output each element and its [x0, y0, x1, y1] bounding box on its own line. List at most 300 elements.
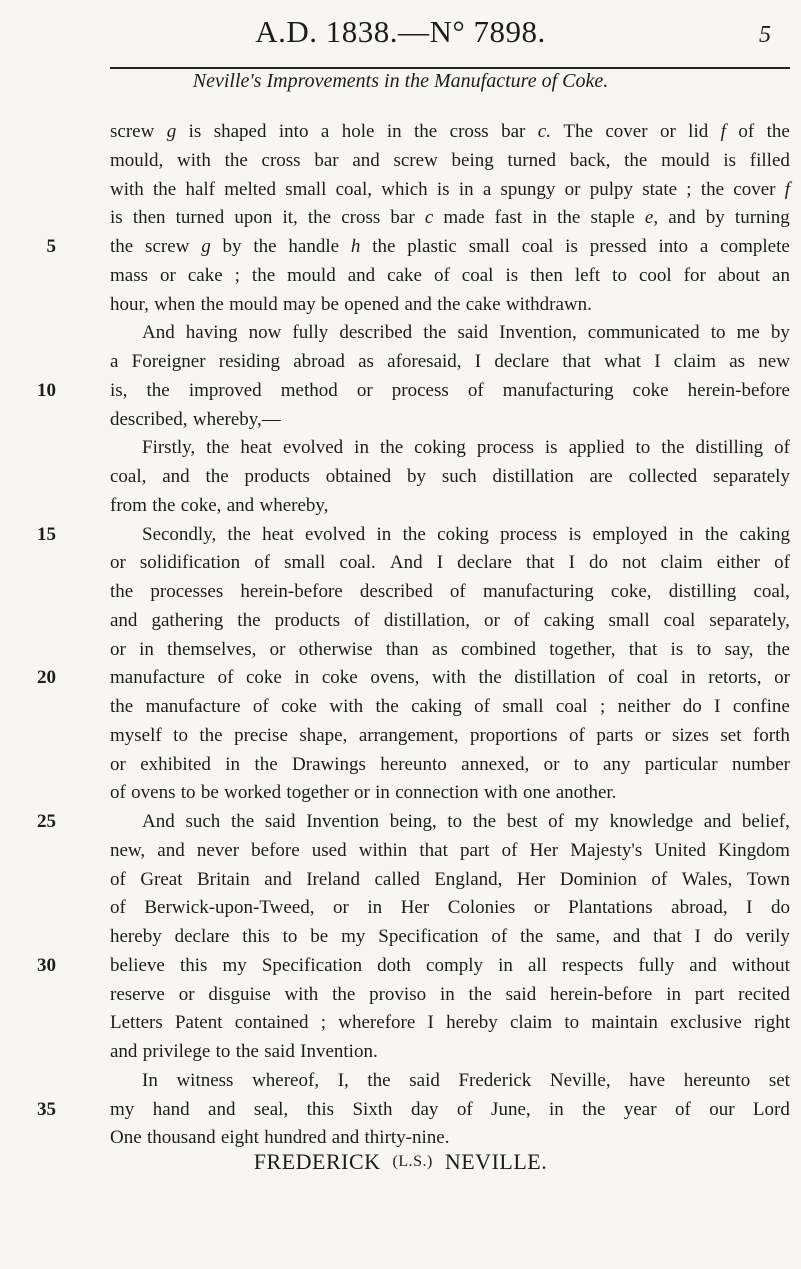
- word: is: [505, 264, 519, 286]
- word: Dominion: [559, 868, 637, 890]
- word: withdrawn.: [505, 293, 592, 315]
- word: Invention.: [300, 1041, 378, 1062]
- word: with: [432, 667, 466, 689]
- word: upon: [234, 207, 273, 229]
- word: that: [526, 552, 555, 574]
- word: are: [589, 466, 613, 487]
- word: I: [714, 696, 721, 717]
- word: coke: [632, 379, 669, 401]
- word: Frederick: [458, 1069, 532, 1091]
- word: or: [543, 753, 560, 775]
- word: or: [533, 897, 550, 919]
- word: the: [367, 1069, 391, 1091]
- word: that: [628, 638, 658, 660]
- word: of: [674, 1098, 691, 1120]
- running-title: Neville's Improvements in the Manufacture of Coke.: [192, 70, 609, 92]
- word: verily: [745, 926, 790, 947]
- word: of: [738, 121, 755, 142]
- word: called: [374, 868, 420, 890]
- text-line: [37, 521, 790, 550]
- word: claim: [660, 552, 703, 574]
- word: the: [200, 293, 224, 315]
- word: arrangement,: [358, 724, 459, 746]
- word: coal: [521, 236, 554, 257]
- word: is: [110, 207, 123, 229]
- word: The: [563, 121, 593, 142]
- word: bar: [501, 121, 526, 142]
- word: in: [680, 667, 696, 689]
- word: the: [372, 236, 396, 257]
- word: Great: [140, 868, 183, 890]
- word: complete: [720, 236, 790, 257]
- word: Her: [400, 897, 430, 919]
- word: of: [467, 379, 484, 401]
- word: Specification: [261, 954, 363, 976]
- word: the: [253, 236, 277, 257]
- word: the: [146, 379, 170, 401]
- word: One: [110, 1127, 142, 1149]
- word: with: [110, 178, 144, 200]
- word: is: [544, 437, 558, 459]
- word: said: [264, 811, 296, 832]
- word: not: [622, 552, 647, 574]
- word: thirty-nine.: [364, 1127, 450, 1149]
- word: turned: [507, 149, 557, 171]
- word: Letters: [110, 1012, 163, 1034]
- text-line: [110, 894, 790, 923]
- word: ovens,: [370, 667, 420, 689]
- word: eight: [220, 1127, 259, 1149]
- word: or: [356, 379, 373, 401]
- word: reserve: [110, 983, 165, 1005]
- word: coal,: [753, 581, 790, 602]
- word: day: [410, 1098, 439, 1120]
- text-line: [110, 348, 790, 377]
- word: products: [244, 466, 310, 487]
- word: coal,: [335, 178, 372, 200]
- word: herein-before: [550, 983, 653, 1005]
- word: hereunto: [380, 753, 447, 775]
- word: coke: [246, 667, 282, 689]
- word: such: [185, 811, 221, 832]
- word: in: [498, 954, 513, 976]
- word: residing: [218, 351, 280, 372]
- word: h: [350, 236, 361, 257]
- word: forth: [752, 724, 790, 746]
- word: Invention,: [499, 322, 577, 344]
- word: by: [222, 236, 242, 257]
- word: described: [339, 322, 413, 344]
- word: the: [206, 437, 230, 459]
- word: mould: [287, 264, 336, 286]
- word: of: [774, 552, 790, 574]
- word: or: [110, 552, 126, 574]
- word: caking: [543, 609, 595, 631]
- word: me: [736, 322, 760, 344]
- word: herein-before: [240, 581, 343, 602]
- word: together: [286, 782, 349, 804]
- word: together,: [549, 638, 616, 660]
- word: being: [451, 149, 494, 171]
- word: and: [226, 494, 255, 516]
- word: made: [443, 207, 485, 229]
- word: herein-before: [687, 379, 790, 401]
- word: or: [160, 264, 176, 286]
- word: set: [768, 1069, 790, 1091]
- word: wherefore: [338, 1012, 416, 1034]
- word: and: [689, 954, 717, 976]
- word: in: [666, 983, 681, 1005]
- word: the: [110, 696, 134, 717]
- word: claim: [673, 351, 716, 372]
- word: I: [654, 351, 661, 372]
- word: of: [110, 897, 126, 919]
- word: the: [375, 696, 399, 717]
- word: cake: [465, 293, 501, 315]
- word: Patent: [174, 1012, 223, 1034]
- word: I: [427, 1012, 434, 1034]
- word: is,: [110, 379, 128, 401]
- word: and: [110, 1041, 138, 1062]
- word: hereby: [446, 1012, 498, 1034]
- word: in: [549, 1098, 564, 1120]
- word: my: [110, 1098, 135, 1120]
- word: Secondly,: [142, 523, 217, 545]
- word: bar: [314, 149, 339, 171]
- word: to: [282, 926, 298, 947]
- word: and: [331, 1127, 360, 1149]
- text-line: [110, 837, 790, 866]
- word: this: [306, 1098, 335, 1120]
- word: cross: [341, 207, 381, 229]
- text-line: [110, 549, 790, 578]
- word: declare: [457, 552, 512, 574]
- word: ;: [686, 178, 692, 200]
- text-line: [110, 923, 790, 952]
- word: combined: [461, 638, 536, 660]
- text-line: [110, 722, 790, 751]
- word: the: [423, 322, 447, 344]
- word: new: [758, 351, 790, 372]
- word: in: [439, 983, 455, 1005]
- word: in: [375, 782, 390, 804]
- word: coking: [437, 523, 489, 545]
- word: collected: [628, 466, 698, 487]
- line-number: 5: [46, 236, 56, 257]
- word: by: [770, 322, 790, 344]
- word: my: [222, 954, 247, 976]
- word: a: [482, 178, 492, 200]
- word: the: [227, 523, 251, 545]
- word: of: [474, 696, 490, 717]
- word: plastic: [407, 236, 457, 257]
- word: and: [404, 293, 432, 315]
- word: I: [746, 897, 753, 919]
- word: any: [602, 753, 631, 775]
- word: with: [329, 696, 364, 717]
- word: of: [217, 667, 234, 689]
- specification-text: [37, 118, 790, 1153]
- word: coke,: [610, 581, 652, 602]
- word: Invention: [306, 811, 380, 832]
- word: Drawings: [292, 753, 366, 775]
- word: to: [573, 753, 589, 775]
- word: of: [608, 667, 624, 689]
- word: in: [139, 638, 154, 660]
- word: pulpy: [589, 178, 633, 200]
- word: then: [132, 207, 166, 229]
- word: is: [436, 178, 450, 200]
- seal-mark: (L.S.): [392, 1153, 433, 1170]
- word: of: [491, 926, 508, 947]
- word: is: [568, 523, 582, 545]
- word: aforesaid,: [387, 351, 462, 372]
- word: one: [523, 782, 551, 804]
- word: the: [224, 149, 248, 171]
- word: the: [700, 178, 725, 200]
- word: I: [568, 552, 575, 574]
- word: melted: [224, 178, 276, 200]
- word: of: [774, 437, 790, 459]
- word: is: [723, 149, 737, 171]
- word: that: [562, 351, 591, 372]
- word: ;: [599, 696, 606, 717]
- word: separately,: [709, 609, 790, 631]
- word: described,: [110, 408, 188, 430]
- word: in: [225, 753, 241, 775]
- word: hand: [152, 1098, 190, 1120]
- word: this: [242, 926, 270, 947]
- word: respects: [562, 954, 624, 976]
- word: and: [352, 149, 380, 171]
- word: the: [379, 437, 404, 459]
- word: small: [608, 609, 650, 631]
- word: by: [705, 207, 725, 229]
- word: hole: [341, 121, 375, 142]
- word: Lord: [752, 1098, 790, 1120]
- word: claim: [509, 1012, 553, 1034]
- word: disguise: [208, 983, 271, 1005]
- word: hereby: [110, 926, 162, 947]
- word: by: [407, 466, 426, 487]
- word: or: [333, 897, 349, 919]
- word: to: [635, 437, 651, 459]
- word: such: [441, 466, 477, 487]
- word: screw: [145, 236, 190, 257]
- word: and: [110, 609, 138, 631]
- word: caking: [411, 696, 462, 717]
- word: when: [154, 293, 196, 315]
- word: the: [414, 121, 438, 142]
- word: of: [548, 811, 564, 832]
- word: coke,: [180, 494, 222, 516]
- word: improved: [188, 379, 262, 401]
- word: coke: [281, 696, 317, 717]
- word: knowledge: [609, 811, 694, 832]
- word: the: [766, 638, 790, 660]
- word: in: [367, 897, 383, 919]
- word: coal.: [339, 552, 376, 574]
- word: heat: [262, 523, 294, 545]
- word: Her: [516, 868, 546, 890]
- word: confine: [732, 696, 790, 717]
- word: to: [215, 1041, 231, 1062]
- word: cross: [449, 121, 489, 142]
- text-line: [37, 664, 790, 693]
- word: or: [110, 753, 126, 775]
- word: of: [651, 868, 668, 890]
- word: the: [110, 236, 134, 257]
- word: shaped: [213, 121, 267, 142]
- word: privilege: [142, 1041, 211, 1062]
- word: gathering: [151, 609, 224, 631]
- word: before: [251, 839, 300, 861]
- word: of: [569, 724, 585, 746]
- word: parts: [596, 724, 634, 746]
- word: to: [710, 322, 726, 344]
- text-line: [110, 866, 790, 895]
- word: do: [589, 552, 609, 574]
- word: the: [230, 811, 255, 832]
- word: of: [456, 1098, 473, 1120]
- word: the: [153, 178, 177, 200]
- word: and: [162, 466, 190, 487]
- word: used: [311, 839, 347, 861]
- word: in: [458, 178, 474, 200]
- word: part: [694, 983, 725, 1005]
- word: ;: [234, 264, 240, 286]
- word: coal: [636, 667, 669, 689]
- word: with: [284, 983, 319, 1005]
- word: products: [274, 609, 340, 631]
- word: filled: [749, 149, 790, 171]
- word: a: [699, 236, 709, 257]
- word: hundred: [264, 1127, 327, 1149]
- word: mass: [110, 264, 148, 286]
- word: to: [696, 638, 712, 660]
- word: recited: [738, 983, 790, 1005]
- word: Town: [746, 868, 790, 890]
- word: mould: [229, 293, 278, 315]
- signature-last-name: NEVILLE.: [444, 1149, 548, 1174]
- word: fast: [494, 207, 523, 229]
- word: and: [264, 868, 292, 890]
- word: I: [436, 552, 444, 574]
- word: caking: [739, 523, 790, 545]
- text-line: [37, 1096, 790, 1125]
- word: being,: [389, 811, 437, 832]
- word: themselves,: [167, 638, 257, 660]
- word: belief,: [741, 811, 790, 832]
- word: pressed: [589, 236, 647, 257]
- word: the: [704, 523, 729, 545]
- word: to: [564, 1012, 580, 1034]
- word: screw: [110, 121, 155, 142]
- word: coal: [461, 264, 494, 286]
- word: our: [709, 1098, 735, 1120]
- word: with: [483, 782, 518, 804]
- word: year: [623, 1098, 657, 1120]
- word: Britain: [197, 868, 250, 890]
- line-number: 35: [37, 1098, 56, 1120]
- word: proportions: [469, 724, 558, 746]
- word: and: [668, 207, 696, 229]
- text-line: [110, 1038, 790, 1067]
- word: small: [284, 552, 326, 574]
- line-number: 20: [37, 667, 56, 689]
- word: in: [294, 667, 310, 689]
- word: coal: [555, 696, 588, 717]
- word: cake: [187, 264, 223, 286]
- word: part: [460, 839, 490, 861]
- word: hour,: [110, 293, 149, 315]
- word: e,: [644, 207, 659, 229]
- word: or: [178, 983, 195, 1005]
- word: neither: [617, 696, 671, 717]
- word: the: [468, 983, 492, 1005]
- word: in: [386, 121, 402, 142]
- word: coal,: [110, 466, 147, 487]
- word: distilling: [695, 437, 764, 459]
- word: hereunto: [683, 1069, 751, 1091]
- word: of: [354, 609, 370, 631]
- word: never: [196, 839, 240, 861]
- word: set: [720, 724, 742, 746]
- word: doth: [377, 954, 411, 976]
- word: as: [729, 351, 746, 372]
- word: Sixth: [352, 1098, 393, 1120]
- word: evolved: [305, 523, 366, 545]
- text-line: [110, 636, 790, 665]
- word: worked: [224, 782, 282, 804]
- text-line: [110, 492, 790, 521]
- word: evolved: [283, 437, 344, 459]
- word: or: [484, 609, 500, 631]
- word: of: [501, 839, 518, 861]
- word: whereof,: [252, 1069, 320, 1091]
- header-rule: [110, 67, 790, 69]
- word: Majesty's: [570, 839, 643, 861]
- word: in: [354, 437, 369, 459]
- word: manufacturing: [502, 379, 614, 401]
- word: do: [713, 926, 733, 947]
- word: Her: [529, 839, 559, 861]
- word: it,: [282, 207, 298, 229]
- word: distillation: [492, 466, 574, 487]
- word: process: [476, 437, 534, 459]
- word: Ireland: [306, 868, 360, 890]
- word: the: [199, 724, 223, 746]
- text-line: [110, 176, 790, 205]
- word: a: [320, 121, 330, 142]
- word: said: [457, 322, 489, 344]
- word: c.: [537, 121, 551, 142]
- word: of: [110, 782, 126, 804]
- text-line: [46, 233, 790, 262]
- text-line: [110, 319, 790, 348]
- word: Colonies: [447, 897, 516, 919]
- word: cake: [387, 264, 422, 286]
- word: in: [678, 523, 694, 545]
- word: Plantations: [568, 897, 653, 919]
- word: the: [110, 581, 134, 602]
- word: of: [110, 868, 126, 890]
- word: staple: [590, 207, 635, 229]
- word: from: [110, 494, 147, 516]
- text-line: [110, 463, 790, 492]
- word: distillation,: [383, 609, 470, 631]
- word: the: [624, 149, 648, 171]
